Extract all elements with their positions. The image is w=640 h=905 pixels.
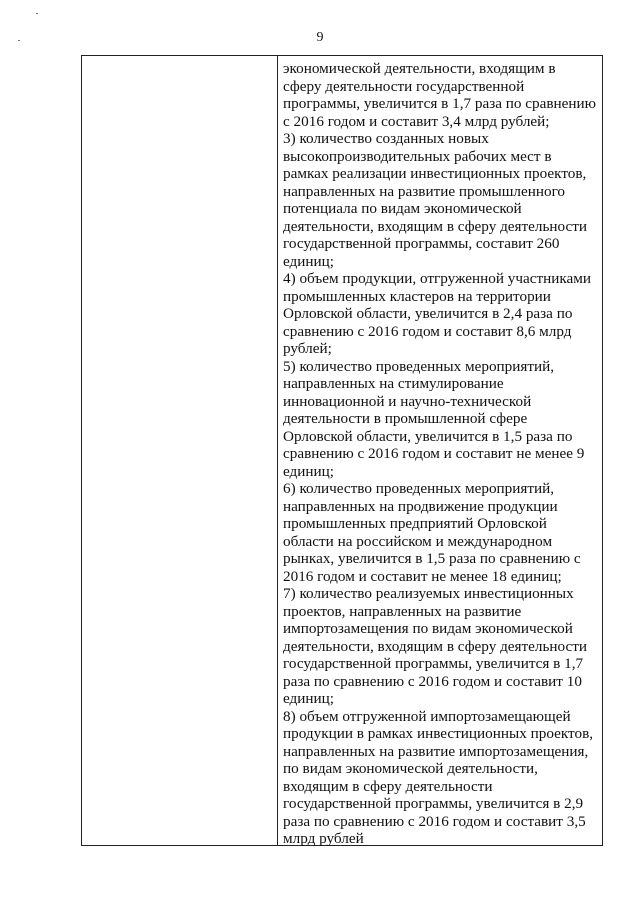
text-line: промышленных кластеров на территории [283, 287, 551, 305]
column-divider [277, 56, 278, 845]
text-line: экономической деятельности, входящим в [283, 60, 556, 77]
text-line: деятельности, входящим в сферу деятельности [283, 217, 588, 235]
text-line: 3) количество созданных новых [283, 130, 489, 147]
text-line: 8) объем отгруженной импортозамещающей [283, 707, 571, 725]
text-line: высокопроизводительных рабочих мест в [283, 147, 552, 165]
text-line: млрд рублей [283, 830, 364, 847]
scan-speck [18, 40, 20, 41]
text-line: 4) объем продукции, отгруженной участниками [283, 270, 592, 287]
text-line: сравнению с 2016 годом и составит не менее 9 [283, 445, 585, 462]
text-line: единиц; [283, 462, 334, 480]
text-line: проектов, направленных на развитие [283, 602, 522, 620]
text-line: рынках, увеличится в 1,5 раза по сравнению с [283, 550, 581, 567]
text-line: промышленных предприятий Орловской [283, 515, 547, 532]
scan-speck [36, 13, 38, 14]
text-line: направленных на стимулирование [283, 375, 504, 392]
text-line: направленных на развитие импортозамещения, [283, 742, 589, 760]
text-line: государственной программы, составит 260 [283, 235, 560, 252]
text-line: области на российском и международном [283, 532, 553, 550]
text-line: 7) количество реализуемых инвестиционных [283, 585, 574, 602]
content-table [81, 55, 603, 846]
text-line: государственной программы, увеличится в 1,7 [283, 655, 584, 672]
text-line: по видам экономической деятельности, [283, 760, 538, 777]
text-line: государственной программы, увеличится в 2,9 [283, 795, 584, 812]
text-line: импортозамещения по видам экономической [283, 620, 573, 637]
text-line: программы, увеличится в 1,7 раза по сравнению [283, 95, 596, 112]
text-line: инновационной и научно-технической [283, 392, 532, 410]
text-line: сравнению с 2016 годом и составит 8,6 млрд [283, 322, 572, 340]
text-line: рублей; [283, 340, 332, 357]
table-right-cell [283, 60, 601, 848]
text-line: раза по сравнению с 2016 годом и составит 3,5 [283, 812, 586, 830]
text-line: рамках реализации инвестиционных проектов, [283, 165, 587, 182]
text-line: продукции в рамках инвестиционных проектов, [283, 725, 594, 742]
text-line: Орловской области, увеличится в 1,5 раза по [283, 427, 573, 445]
text-line: 5) количество проведенных мероприятий, [283, 357, 555, 375]
text-line: деятельности в промышленной сфере [283, 410, 528, 427]
text-line: 6) количество проведенных мероприятий, [283, 480, 555, 497]
text-line: направленных на продвижение продукции [283, 497, 558, 515]
text-line: раза по сравнению с 2016 годом и составит 10 [283, 672, 582, 690]
text-line: сферу деятельности государственной [283, 77, 525, 95]
text-line: входящим в сферу деятельности [283, 777, 493, 795]
text-line: 2016 годом и составит не менее 18 единиц; [283, 567, 562, 585]
text-line: с 2016 годом и составит 3,4 млрд рублей; [283, 112, 550, 130]
text-line: Орловской области, увеличится в 2,4 раза по [283, 305, 573, 322]
text-line: потенциала по видам экономической [283, 200, 522, 217]
text-line: направленных на развитие промышленного [283, 182, 566, 200]
text-line: единиц; [283, 252, 334, 270]
text-line: деятельности, входящим в сферу деятельности [283, 637, 588, 655]
text-line: единиц; [283, 690, 334, 707]
page-number: 9 [316, 30, 324, 45]
